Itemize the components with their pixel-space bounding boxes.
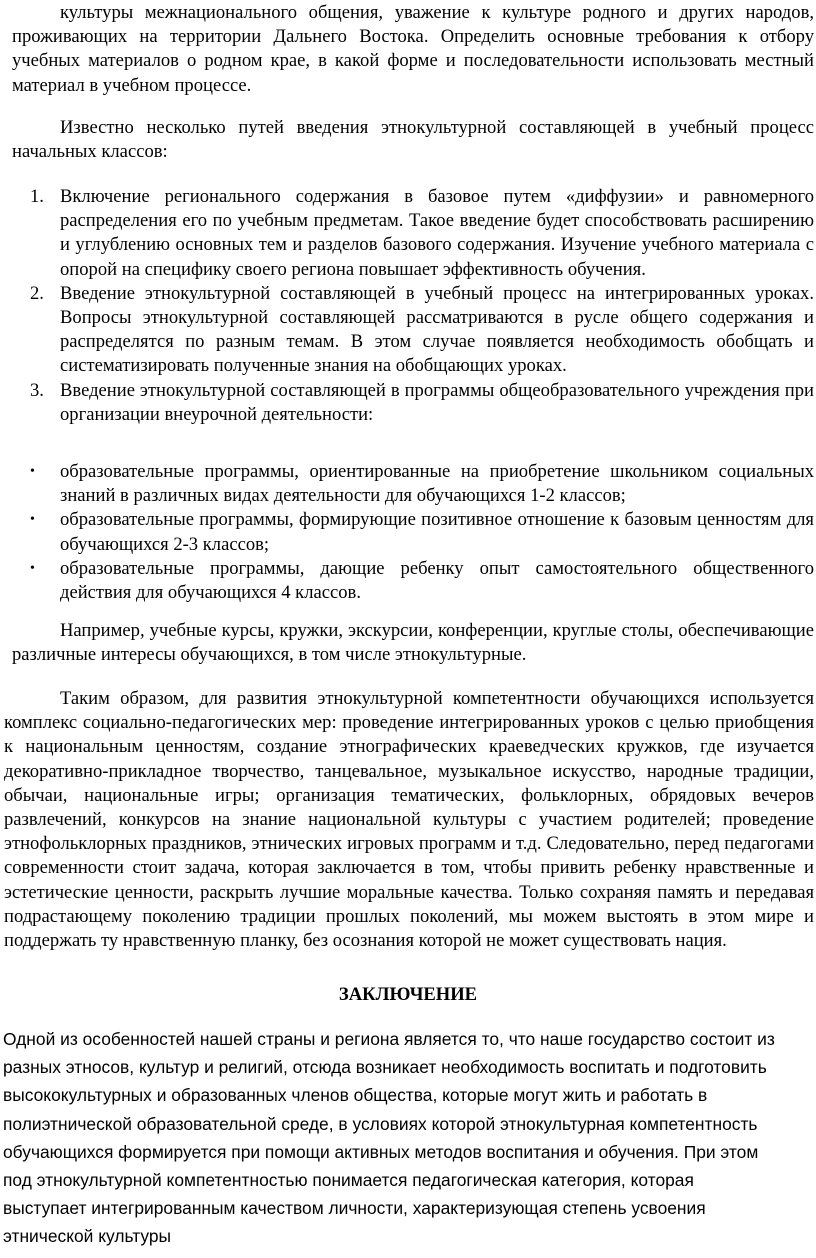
list-number: 2.	[30, 282, 44, 304]
bullet-icon: •	[30, 464, 35, 479]
list-item-text: Введение этнокультурной составляющей в учебный процесс на интегрированных уроках. Вопросы этнокультурной составляющей рассматриваются в русле общего содержания и распределятся по разным темам. В этом случае появляется необходимость обобщать и систематизировать полученные знания на обобщающих уроках.	[60, 282, 814, 377]
conclusion-line: обучающихся формируется при помощи активных методов воспитания и обучения. При этом	[3, 1141, 759, 1162]
conclusion-paragraph	[3, 1025, 793, 1251]
paragraph-top: культуры межнационального общения, уважение к культуре родного и других народов, проживающих на территории Дальнего Востока. Определить основные требования к отбору учебных материалов о родном крае, в какой форме и последовательности использовать местный материал в учебном процессе.	[12, 2, 814, 96]
bullet-list	[0, 460, 814, 605]
conclusion-line: высококультурных и образованных членов общества, которые могут жить и работать в	[3, 1085, 708, 1106]
bullet-list-item	[0, 460, 814, 508]
numbered-list-item	[0, 282, 814, 379]
numbered-list	[0, 185, 814, 427]
conclusion-line: выступает интегрированным качеством личности, характеризующая степень усвоения	[3, 1198, 706, 1219]
bullet-icon: •	[30, 560, 35, 576]
list-item-text: образовательные программы, формирующие позитивное отношение к базовым ценностям для обучающихся 2-3 классов;	[60, 509, 814, 555]
bullet-list-item	[0, 508, 814, 556]
list-number: 3.	[30, 379, 44, 401]
conclusion-line: Одной из особенностей нашей страны и региона является то, что наше государство состоит из	[3, 1029, 775, 1049]
bullet-list-item	[0, 557, 814, 605]
conclusion-line: под этнокультурной компетентностью понимается педагогическая категория, которая	[3, 1170, 694, 1191]
numbered-list-item	[0, 185, 814, 282]
paragraph-intro: Известно несколько путей введения этнокультурной составляющей в учебный процесс начальных классов:	[12, 117, 814, 163]
paragraph-thus: Таким образом, для развития этнокультурной компетентности обучающихся используется комплекс социально-педагогических мер: проведение интегрированных уроков с целью приобщения к национальным ценностям, создание этнографических краеведческих кружков, где изучается декоративно-прикладное творчество, танцевальное, музыкальное искусство, народные традиции, обычаи, национальные игры; организация тематических, фольклорных, обрядовых вечеров развлечений, конкурсов на знание национальной культуры с участием родителей; проведение этнофольклорных праздников, этнических игровых программ и т.д. Следовательно, перед педагогами современности стоит задача, которая заключается в том, чтобы привить ребенку нравственные и эстетические ценности, раскрыть лучшие моральные качества. Только сохраняя память и передавая подрастающему поколению традиции прошлых поколений, мы можем выстоять в этом мире и поддержать ту нравственную планку, без осознания которой не может существовать нация.	[4, 688, 814, 952]
list-item-text: Введение этнокультурной составляющей в программы общеобразовательного учреждения при организации внеурочной деятельности:	[60, 379, 814, 425]
conclusion-line: этнической культуры	[3, 1226, 172, 1247]
list-item-text: образовательные программы, ориентированные на приобретение школьником социальных знаний в различных видах деятельности для обучающихся 1-2 классов;	[60, 461, 814, 507]
paragraph-example: Например, учебные курсы, кружки, экскурсии, конференции, круглые столы, обеспечивающие различные интересы обучающихся, в том числе этнокультурные.	[12, 620, 814, 666]
list-number: 1.	[30, 186, 44, 207]
list-item-text: образовательные программы, дающие ребенку опыт самостоятельного общественного действия для обучающихся 4 классов.	[60, 557, 814, 604]
bullet-icon: •	[30, 512, 35, 528]
conclusion-line: полиэтнической образовательной среде, в условиях которой этнокультурная компетентность	[3, 1113, 758, 1134]
numbered-list-item	[0, 379, 814, 427]
list-item-text: Включение регионального содержания в базовое путем «диффузии» и равномерного распределения его по учебным предметам. Такое введение будет способствовать расширению и углублению основных тем и разделов базового содержания. Изучение учебного материала с опорой на специфику своего региона повышает эффективность обучения.	[60, 186, 814, 280]
conclusion-line: разных этносов, культур и религий, отсюда возникает необходимость воспитать и подготовить	[3, 1057, 767, 1078]
section-heading: ЗАКЛЮЧЕНИЕ	[338, 984, 478, 1005]
